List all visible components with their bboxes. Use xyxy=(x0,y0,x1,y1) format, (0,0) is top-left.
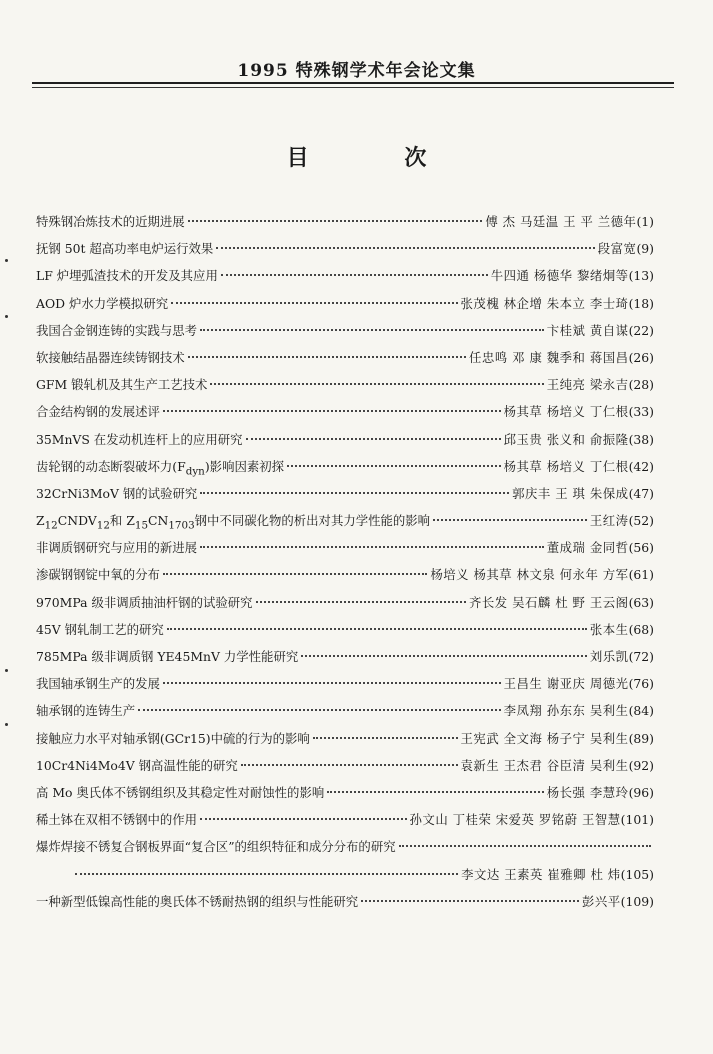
toc-entry-page: (13) xyxy=(628,268,654,284)
toc-entry-title: 32CrNi3MoV 钢的试验研究 xyxy=(36,485,198,501)
toc-entry xyxy=(36,756,654,783)
toc-entry-authors: 傅 杰 马廷温 王 平 兰德年 xyxy=(485,214,637,229)
toc-entry-page: (38) xyxy=(628,431,654,447)
toc-entry xyxy=(36,294,654,321)
toc-entry-authors: 彭兴平 xyxy=(582,893,621,909)
toc-entry xyxy=(36,321,654,348)
toc-entry-authors: 董成瑞 金同哲 xyxy=(546,540,629,556)
toc-entry-page: (26) xyxy=(628,349,654,365)
toc-entry-page: (92) xyxy=(628,757,654,773)
dot-leader xyxy=(301,655,587,657)
toc-entry xyxy=(36,810,654,837)
dot-leader xyxy=(200,818,406,820)
toc-entry-page: (63) xyxy=(628,594,654,610)
dot-leader xyxy=(216,247,594,249)
toc-entry-page: (76) xyxy=(628,676,654,692)
toc-entry-authors: 王纯亮 梁永吉 xyxy=(546,377,629,393)
toc-entry-title: $Z_{12}CNDV_{12}$和 $Z_{15}CN_{1703}$钢中不同碳化物的析出对其力学性能的影响 xyxy=(36,513,431,532)
dot-leader xyxy=(221,274,488,276)
toc-entry-title: 10Cr4Ni4Mo4V 钢高温性能的研究 xyxy=(36,757,238,773)
toc-entry xyxy=(36,375,654,402)
dot-leader xyxy=(210,383,543,385)
toc-entry-authors: 王昌生 谢亚庆 周德光 xyxy=(503,676,629,692)
toc-entry-title: GFM 锻轧机及其生产工艺技术 xyxy=(36,377,208,393)
toc-entry-title: 特殊钢冶炼技术的近期进展 xyxy=(36,214,185,229)
toc-entry-page: (61) xyxy=(628,567,654,583)
toc-entry-authors: 任忠鸣 邓 康 魏季和 蒋国昌 xyxy=(469,349,629,365)
toc-entry xyxy=(36,402,654,429)
toc-entry-title: 爆炸焊接不锈复合钢板界面“复合区”的组织特征和成分分布的研究 xyxy=(36,839,396,855)
toc-heading: 目 次 xyxy=(286,145,471,171)
toc-entry-authors: 杨其草 杨培义 丁仁根 xyxy=(503,404,629,420)
dot-leader xyxy=(171,302,457,304)
toc-entry-title: 785MPa 级非调质钢 YE45MnV 力学性能研究 xyxy=(36,649,299,664)
dot-leader xyxy=(327,791,544,793)
toc-entry-page: (52) xyxy=(628,513,654,529)
toc-entry-page: (9) xyxy=(636,241,654,257)
toc-entry-title: 软接触结晶器连续铸钢技术 xyxy=(36,349,185,365)
toc-entry-authors: 卞桂斌 黄自谋 xyxy=(546,322,629,338)
toc-entry-title: 齿轮钢的动态断裂破坏力$(F_{dyn})$影响因素初探 xyxy=(36,458,285,478)
dot-leader xyxy=(163,682,501,684)
dot-leader xyxy=(399,845,651,847)
toc-entry-authors: 段富宽 xyxy=(597,241,637,257)
header-rule-thin xyxy=(32,87,674,88)
toc-entry-title: 抚钢 50t 超高功率电炉运行效果 xyxy=(36,241,214,257)
dot-leader xyxy=(287,465,501,467)
toc-entry-authors: 孙文山 丁桂荣 宋爱英 罗铭蔚 王智慧 xyxy=(409,812,621,828)
toc-entry xyxy=(36,783,654,810)
toc-entry-authors: 杨培义 杨其草 林文泉 何永年 方军 xyxy=(430,567,629,583)
dot-leader xyxy=(361,900,579,902)
toc-entry xyxy=(36,348,654,375)
toc-entry-page: (56) xyxy=(628,540,654,556)
dot-leader xyxy=(200,492,509,494)
dot-leader xyxy=(246,438,501,440)
dot-leader xyxy=(167,628,587,630)
toc-entry-authors: 杨其草 杨培义 丁仁根 xyxy=(503,458,629,474)
dot-leader xyxy=(241,764,458,766)
toc-entry-authors: 张本生 xyxy=(589,621,629,637)
toc-entry-page: (22) xyxy=(628,322,654,338)
toc-entry-page: (101) xyxy=(620,812,654,828)
toc-entry xyxy=(36,266,654,293)
toc-entry-page: (89) xyxy=(628,730,654,746)
toc-entry xyxy=(36,538,654,565)
toc-entry-page: (105) xyxy=(620,866,654,882)
toc-entry-title: 35MnVS 在发动机连杆上的应用研究 xyxy=(36,431,243,447)
toc-entry-authors: 齐长发 吴石麟 杜 野 王云阁 xyxy=(469,594,629,610)
toc-entry xyxy=(36,212,654,239)
toc-entry-title: 接触应力水平对轴承钢(GCr15)中硫的行为的影响 xyxy=(36,730,310,746)
book-title: 1995 特殊钢学术年会论文集 xyxy=(237,61,476,81)
toc-entry xyxy=(36,457,654,484)
dot-leader xyxy=(138,709,501,711)
toc-entry xyxy=(36,892,654,919)
toc-entry-page: (28) xyxy=(628,377,654,393)
toc-entry-authors: 张茂槐 林企增 朱本立 李士琦 xyxy=(460,295,629,311)
toc-entry-authors: 刘乐凯 xyxy=(589,649,629,664)
toc-entry-page: (47) xyxy=(628,485,654,501)
toc-entry-title: 稀土钵在双相不锈钢中的作用 xyxy=(36,812,198,828)
dot-leader xyxy=(433,519,587,521)
toc-entry-title: 970MPa 级非调质抽油杆钢的试验研究 xyxy=(36,594,253,610)
scan-speck xyxy=(5,669,8,672)
toc-entry-title: 轴承钢的连铸生产 xyxy=(36,703,136,719)
dot-leader xyxy=(200,329,544,331)
toc-entry-authors: 李凤翔 孙东东 吴利生 xyxy=(503,703,629,719)
toc-entry xyxy=(36,593,654,620)
toc-entry-authors: 郭庆丰 王 琪 朱保成 xyxy=(512,485,629,501)
header-rule-thick xyxy=(32,82,674,84)
toc-entry-authors: 袁新生 王杰君 谷臣清 吴利生 xyxy=(460,757,629,773)
toc-entry-title: 一种新型低镍高性能的奥氏体不锈耐热钢的组织与性能研究 xyxy=(36,893,359,909)
toc-entry-authors: 王红涛 xyxy=(589,513,629,529)
scan-speck xyxy=(5,723,8,726)
toc-entry-title: 合金结构钢的发展述评 xyxy=(36,404,160,420)
toc-entry xyxy=(36,674,654,701)
toc-entry-title: 渗碳钢钢锭中氧的分布 xyxy=(36,567,160,583)
toc-entry xyxy=(36,865,654,892)
dot-leader xyxy=(163,410,501,412)
toc-entry-page: (1) xyxy=(636,214,654,229)
dot-leader xyxy=(313,737,458,739)
toc-entry xyxy=(36,511,654,538)
toc-entry-title: 非调质钢研究与应用的新进展 xyxy=(36,540,198,556)
toc-entry-page: (96) xyxy=(628,784,654,800)
toc-entry-page: (84) xyxy=(628,703,654,719)
toc-entry xyxy=(36,620,654,647)
scan-speck xyxy=(5,315,8,318)
toc-entry-authors: 牛四通 杨德华 黎绪炯等 xyxy=(490,268,629,284)
toc-entry-page: (18) xyxy=(628,295,654,311)
toc-entry-authors: 邱玉贵 张义和 俞振隆 xyxy=(503,431,629,447)
toc-entry xyxy=(36,430,654,457)
toc-entry-page: (33) xyxy=(628,404,654,420)
toc-list xyxy=(36,212,654,919)
toc-entry xyxy=(36,239,654,266)
dot-leader xyxy=(188,220,483,222)
dot-leader xyxy=(200,546,544,548)
toc-entry-title: 高 Mo 奥氏体不锈钢组织及其稳定性对耐蚀性的影响 xyxy=(36,784,325,800)
dot-leader xyxy=(256,601,466,603)
toc-entry xyxy=(36,647,654,674)
toc-entry-title: 我国合金钢连铸的实践与思考 xyxy=(36,322,198,338)
dot-leader xyxy=(163,573,427,575)
toc-entry-page: (109) xyxy=(620,893,654,909)
toc-entry xyxy=(36,565,654,592)
toc-entry xyxy=(36,484,654,511)
toc-entry xyxy=(36,837,654,864)
scan-speck xyxy=(5,259,8,262)
dot-leader xyxy=(188,356,466,358)
toc-entry-title: LF 炉埋弧渣技术的开发及其应用 xyxy=(36,268,218,284)
toc-entry-page: (68) xyxy=(628,621,654,637)
toc-entry-page: (42) xyxy=(628,458,654,474)
toc-entry-authors: 王宪武 全文海 杨子宁 吴利生 xyxy=(460,730,629,746)
toc-entry xyxy=(36,701,654,728)
toc-entry-page: (72) xyxy=(628,649,654,664)
toc-entry-authors: 李文达 王素英 崔雅卿 杜 炜 xyxy=(461,866,621,882)
toc-entry-title: 我国轴承钢生产的发展 xyxy=(36,676,160,692)
toc-entry-title: AOD 炉水力学模拟研究 xyxy=(36,295,169,311)
dot-leader xyxy=(75,873,458,875)
toc-entry-title: 45V 钢轧制工艺的研究 xyxy=(36,621,164,637)
toc-entry-authors: 杨长强 李慧玲 xyxy=(546,784,629,800)
toc-entry xyxy=(36,729,654,756)
